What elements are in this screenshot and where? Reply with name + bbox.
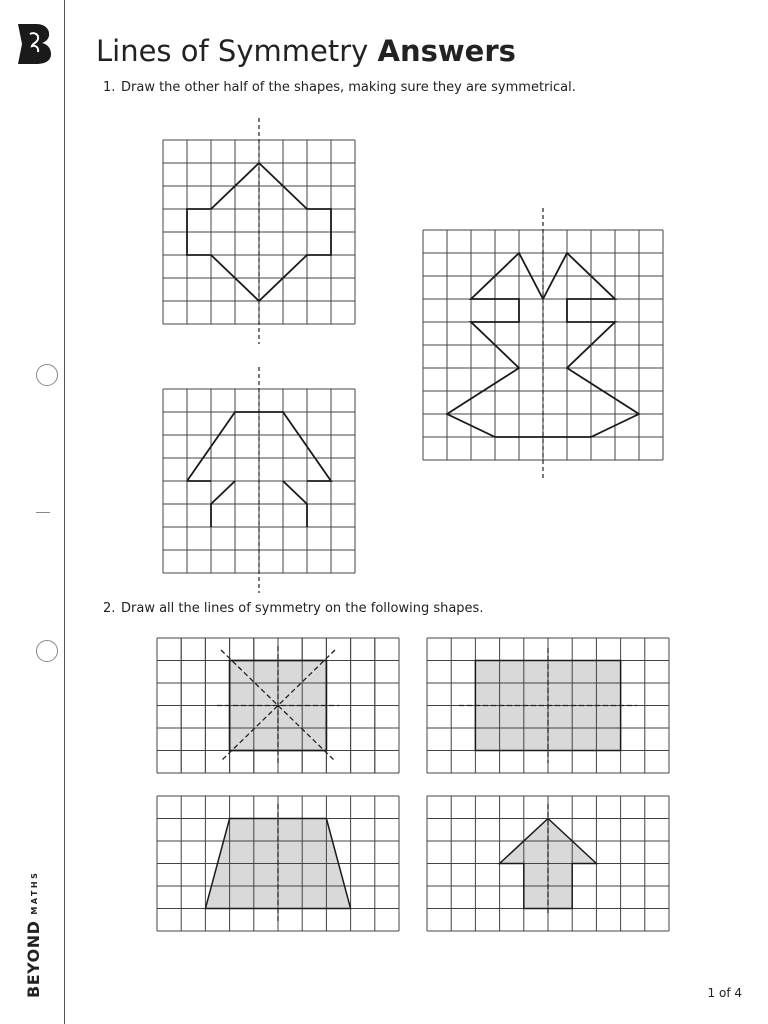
question-2-number: 2. <box>103 601 116 616</box>
q1-shape-b <box>163 367 355 593</box>
question-1-number: 1. <box>103 80 116 95</box>
q2-square <box>157 638 399 773</box>
q1-shape-a <box>163 118 355 344</box>
q2-trapezium <box>157 796 399 931</box>
page-number: 1 of 4 <box>707 986 742 1000</box>
q2-rectangle <box>427 638 669 773</box>
question-2-text: Draw all the lines of symmetry on the following shapes. <box>121 601 484 616</box>
brand-name: BEYOND <box>24 920 43 998</box>
q1-shape-c <box>423 208 663 480</box>
title-emphasis: Answers <box>377 34 516 68</box>
q2-arrow <box>427 796 669 931</box>
title-main: Lines of Symmetry <box>96 34 369 68</box>
question-1-text: Draw the other half of the shapes, making sure they are symmetrical. <box>121 80 576 95</box>
brand-subname: MATHS <box>30 870 39 915</box>
